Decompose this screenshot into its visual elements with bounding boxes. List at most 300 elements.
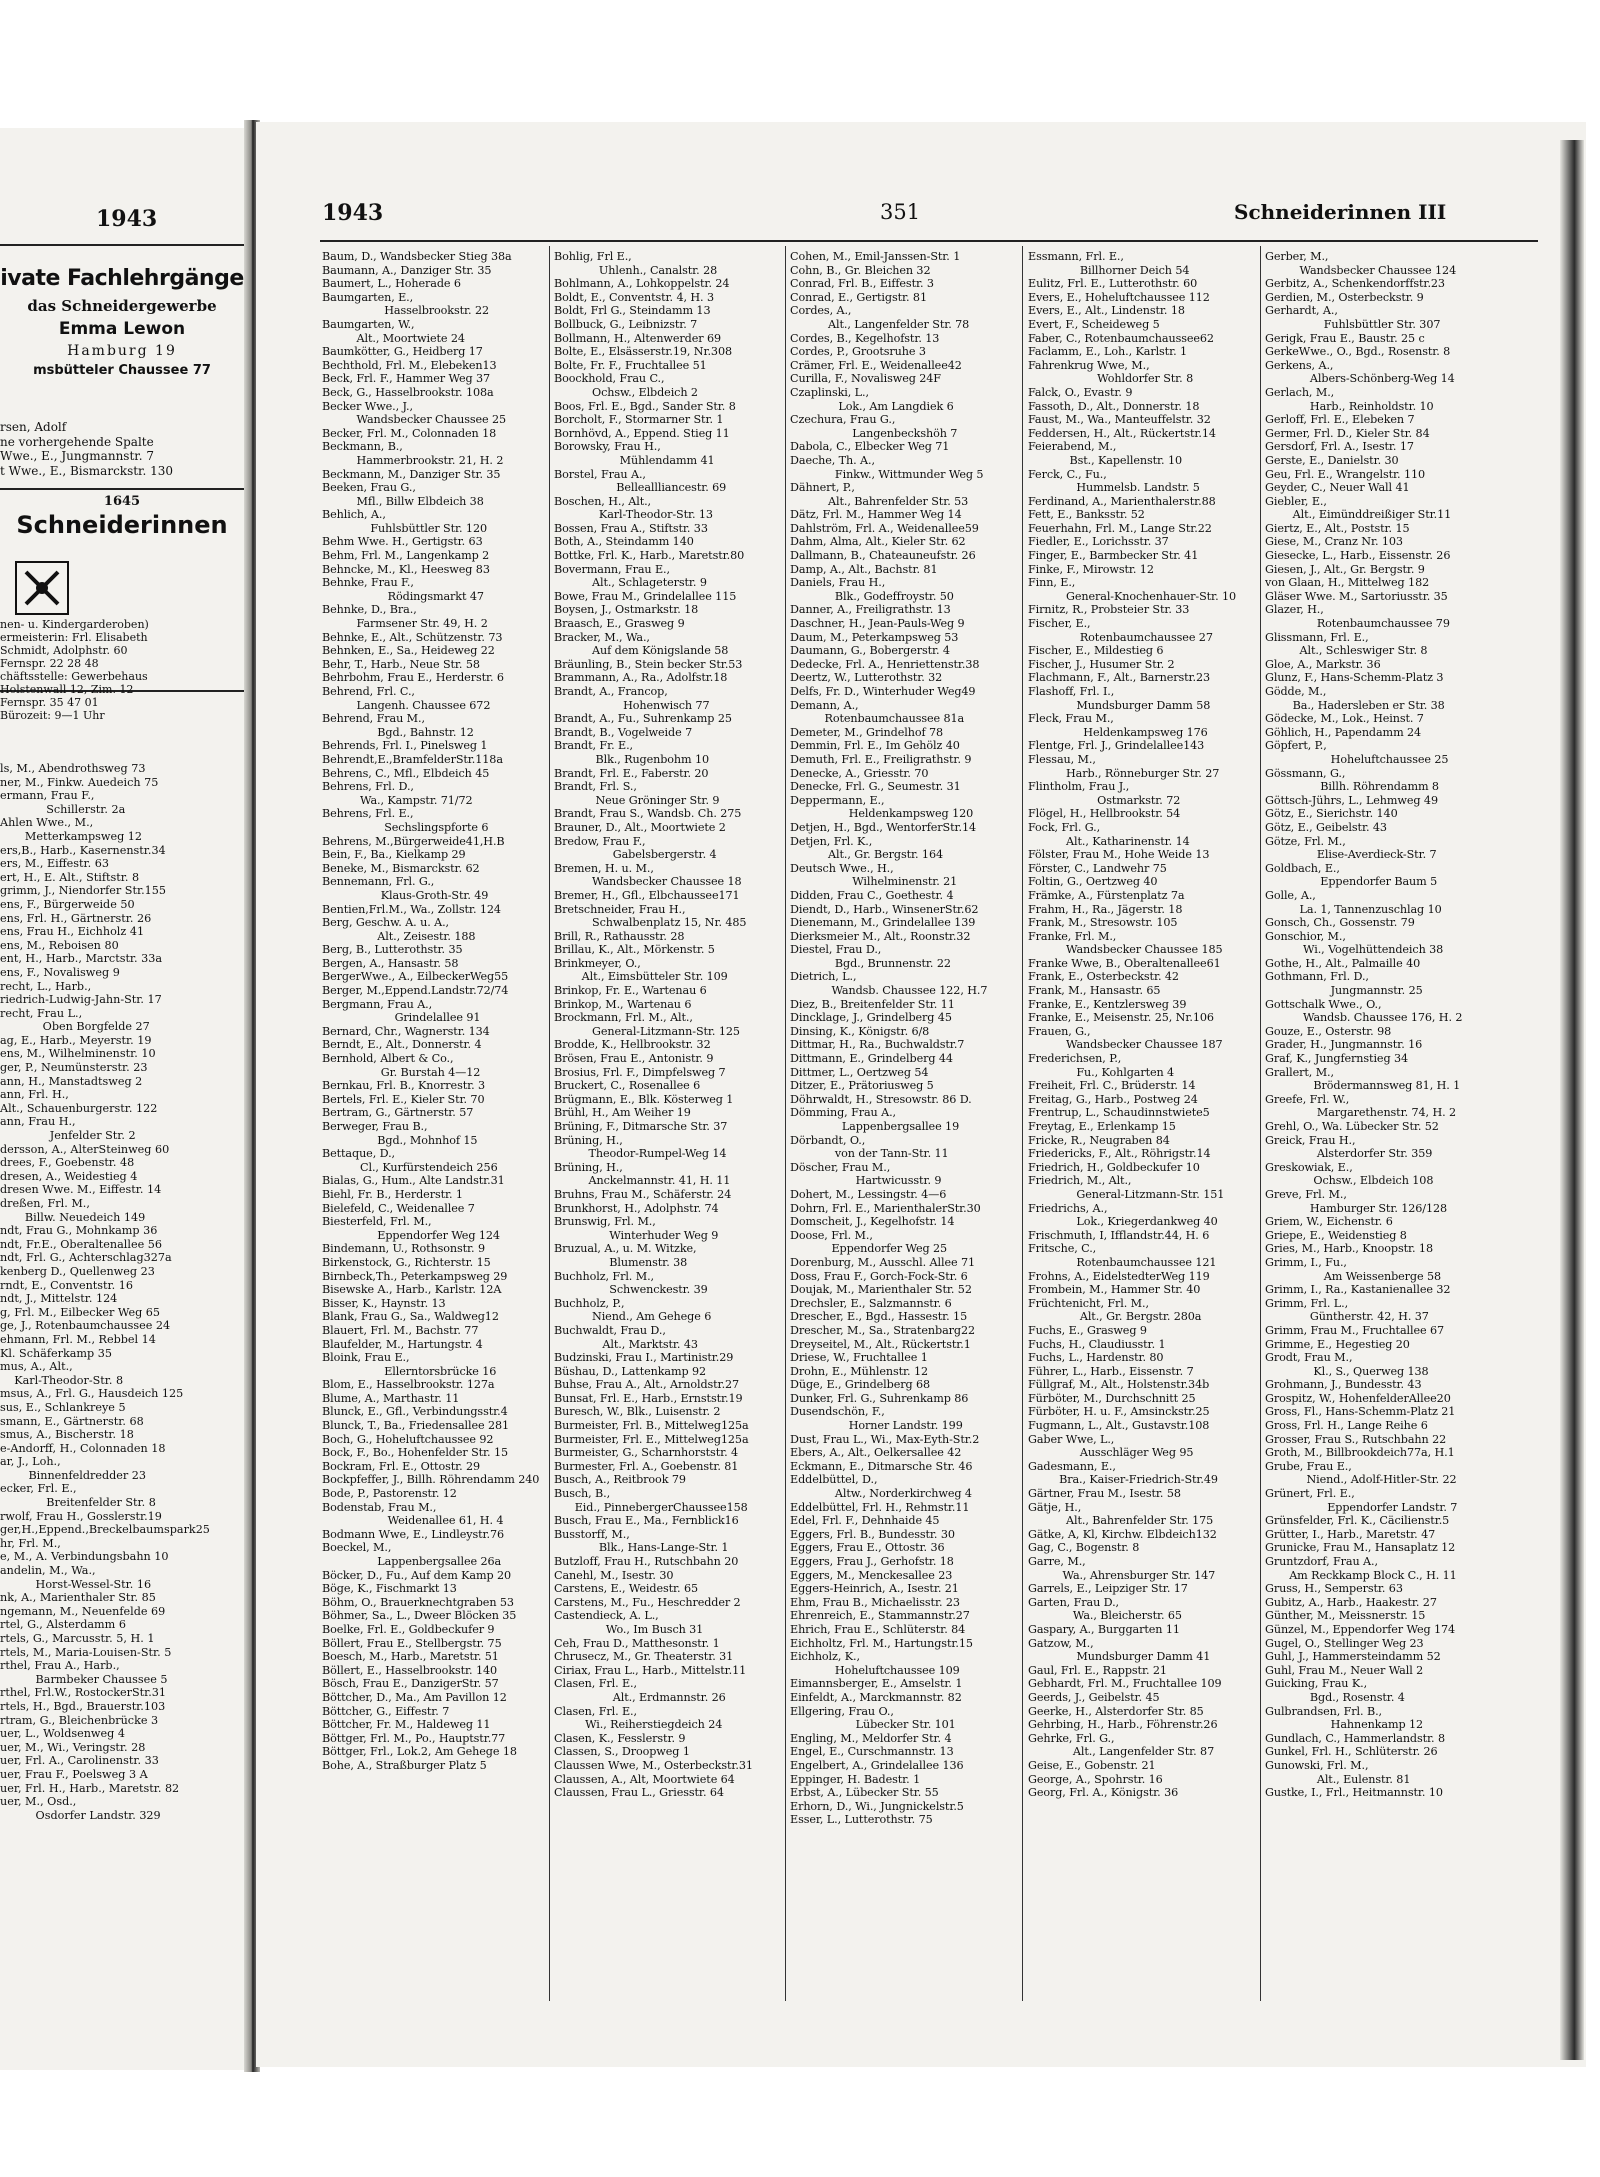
list-item: uer, Frl. H., Harb., Maretstr. 82 — [0, 1781, 180, 1795]
list-item: Gödde, M., — [1265, 685, 1327, 698]
list-item: Ferck, C., Fu., — [1028, 467, 1107, 481]
list-item: Alt., Katharinenstr. 14 — [1028, 834, 1190, 848]
list-item: g, Frl. M., Eilbecker Weg 65 — [0, 1305, 161, 1319]
list-item: Fürböter, H. u. F., Amsinckstr.25 — [1028, 1405, 1210, 1419]
list-item: Eggers, M., Menckesallee 23 — [790, 1568, 953, 1582]
list-item: Faust, M., Wa., Manteuffelstr. 32 — [1028, 413, 1211, 427]
list-item: Gloe, A., Markstr. 36 — [1265, 657, 1381, 671]
list-item: Gerlach, M., — [1265, 385, 1335, 399]
list-item: Billhorner Deich 54 — [1028, 263, 1190, 277]
list-item: Bowe, Frau M., Grindelallee 115 — [554, 589, 737, 603]
list-item: Fassoth, D., Alt., Donnerstr. 18 — [1028, 399, 1200, 413]
list-item: Greskowiak, E., — [1265, 1160, 1353, 1174]
list-item: Esser, L., Lutterothstr. 75 — [790, 1813, 933, 1827]
list-item: Gerhardt, A., — [1265, 304, 1338, 318]
list-item: uer, Frau F., Poelsweg 3 A — [0, 1767, 148, 1781]
list-item: Flentge, Frl. J., Grindelallee143 — [1028, 739, 1205, 753]
list-item: rtels, H., Bgd., Brauerstr.103 — [0, 1699, 166, 1713]
list-item: Eggers, Frau J., Gerhofstr. 18 — [790, 1555, 954, 1568]
ad-city: Hamburg 19 — [67, 343, 177, 359]
list-item: Clasen, K., Fesslerstr. 9 — [554, 1731, 686, 1745]
list-item: andelin, M., Wa., — [0, 1564, 96, 1578]
list-item: Borcholt, F., Stormarner Str. 1 — [554, 413, 724, 427]
list-item: Blume, A., Marthastr. 11 — [322, 1391, 460, 1405]
list-item: Gonschior, M., — [1265, 929, 1346, 943]
list-item: Bovermann, Frau E., — [554, 562, 670, 576]
list-item: Behlich, A., — [322, 508, 386, 522]
list-item: Schmidt, Adolphstr. 60 — [0, 644, 128, 657]
list-item: Gebhardt, Frl. M., Fruchtallee 109 — [1028, 1677, 1222, 1691]
list-item: smann, E., Gärtnerstr. 68 — [0, 1414, 144, 1428]
list-item: Brandt, B., Vogelweide 7 — [554, 725, 693, 739]
list-item: Baumert, L., Hoherade 6 — [322, 277, 461, 291]
list-item: Bgd., Brunnenstr. 22 — [790, 956, 951, 970]
list-item: Faclamm, E., Loh., Karlstr. 1 — [1028, 345, 1188, 359]
list-item: Gruntzdorf, Frau A., — [1265, 1555, 1378, 1568]
list-item: Eddelbüttel, Frl. H., Rehmstr.11 — [790, 1500, 970, 1514]
list-item: Schwalbenplatz 15, Nr. 485 — [554, 916, 747, 930]
list-item: Friedrich, H., Goldbeckufer 10 — [1028, 1160, 1200, 1174]
list-item: Dorenburg, M., Ausschl. Allee 71 — [790, 1255, 975, 1269]
list-item: Brühl, H., Am Weiher 19 — [554, 1106, 691, 1120]
list-item: Fernspr. 35 47 01 — [0, 696, 99, 709]
list-item: Dätz, Frl. M., Hammer Weg 14 — [790, 508, 962, 522]
list-item: Finke, F., Mirowstr. 12 — [1028, 562, 1154, 576]
list-item: uer, L., Woldsenweg 4 — [0, 1727, 125, 1741]
list-item: Boldt, Frl G., Steindamm 13 — [554, 304, 711, 318]
list-item: Biehl, Fr. B., Herderstr. 1 — [322, 1187, 463, 1201]
list-item: Eddelbüttel, D., — [790, 1473, 878, 1487]
list-item: Feddersen, H., Alt., Rückertstr.14 — [1028, 426, 1216, 440]
list-item: Gunkel, Frl. H., Schlüterstr. 26 — [1265, 1745, 1438, 1759]
list-item: Firnitz, R., Probsteier Str. 33 — [1028, 603, 1190, 617]
list-item: Denecke, Frl. G., Seumestr. 31 — [790, 780, 961, 794]
list-item: Mundsburger Damm 41 — [1028, 1650, 1211, 1664]
list-item: Grütter, I., Harb., Maretstr. 47 — [1265, 1527, 1436, 1541]
list-item: Buresch, W., Blk., Luisenstr. 2 — [554, 1405, 721, 1419]
ad-headline: ivate Fachlehrgänge — [0, 266, 244, 291]
list-item: sus, E., Schlankreye 5 — [0, 1400, 126, 1414]
list-item: Alt., Moortwiete 24 — [322, 331, 465, 345]
list-item: Grube, Frau E., — [1265, 1459, 1352, 1473]
list-item: Wohldorfer Str. 8 — [1028, 372, 1194, 386]
list-item: Flintholm, Frau J., — [1028, 780, 1130, 794]
list-item: recht, Frau L., — [0, 1006, 83, 1020]
list-item: Foltin, G., Oertzweg 40 — [1028, 875, 1158, 889]
list-item: Böllert, Frau E., Stellbergstr. 75 — [322, 1636, 502, 1650]
page-year: 1943 — [322, 200, 384, 226]
list-item: Drescher, M., Sa., Stratenbarg22 — [790, 1323, 976, 1337]
list-item: Evers, E., Alt., Lindenstr. 18 — [1028, 304, 1185, 318]
list-item: ens, M., Wilhelminenstr. 10 — [0, 1047, 156, 1061]
list-item: Freytag, E., Erlenkamp 15 — [1028, 1120, 1176, 1133]
list-item: Germer, Frl. D., Kieler Str. 84 — [1265, 426, 1430, 440]
left-page — [0, 128, 252, 2070]
list-item: Brinkop, M., Wartenau 6 — [554, 997, 692, 1011]
list-item: Bielefeld, C., Weidenallee 7 — [322, 1201, 475, 1215]
list-item: Hohenwisch 77 — [554, 698, 710, 712]
list-item: Franke, E., Kentzlersweg 39 — [1028, 997, 1187, 1011]
list-item: Alt., Gr. Bergstr. 280a — [1028, 1310, 1202, 1324]
list-item: Borowsky, Frau H., — [554, 440, 661, 454]
list-item: Ausschläger Weg 95 — [1028, 1446, 1194, 1460]
list-item: Alt., Zeisestr. 188 — [322, 929, 476, 943]
list-item: ls, M., Abendrothsweg 73 — [0, 762, 146, 775]
list-item: General-Litzmann-Str. 151 — [1028, 1187, 1225, 1201]
list-item: Hammerbrookstr. 21, H. 2 — [322, 453, 504, 467]
list-item: Faber, C., Rotenbaumchaussee62 — [1028, 331, 1214, 345]
list-item: Brammann, A., Ra., Adolfstr.18 — [554, 671, 728, 685]
list-item: Gundlach, C., Hammerlandstr. 8 — [1265, 1731, 1445, 1745]
list-item: Dincklage, J., Grindelberg 45 — [790, 1011, 952, 1025]
list-item: Graf, K., Jungfernstieg 34 — [1265, 1052, 1408, 1066]
left-entry-column — [0, 762, 244, 1822]
list-item: Grohmann, J., Bundesstr. 43 — [1265, 1378, 1422, 1392]
list-item: Gr. Burstah 4—12 — [322, 1065, 481, 1079]
list-item: Alt., Eimsbütteler Str. 109 — [554, 970, 728, 984]
list-item: Engelbert, A., Grindelallee 136 — [790, 1758, 964, 1772]
list-item: Albers-Schönberg-Weg 14 — [1265, 372, 1455, 386]
list-item: Cordes, P., Grootsruhe 3 — [790, 345, 926, 359]
list-item: Brandt, A., Francop, — [554, 685, 668, 698]
list-item: Blunck, T., Ba., Friedensallee 281 — [322, 1419, 510, 1433]
page-number: 351 — [880, 200, 921, 224]
list-item: Ahlen Wwe., M., — [0, 816, 94, 830]
list-item: Czechura, Frau G., — [790, 413, 896, 427]
column-divider — [785, 246, 786, 2001]
list-item: Daschner, H., Jean-Pauls-Weg 9 — [790, 617, 965, 631]
list-item: Brüning, H., — [554, 1133, 623, 1147]
list-item: Buchholz, P., — [554, 1296, 625, 1310]
list-item: Glazer, H., — [1265, 603, 1324, 617]
list-item: Fischer, E., Mildestieg 6 — [1028, 644, 1164, 658]
list-item: Wandsb. Chaussee 176, H. 2 — [1265, 1011, 1463, 1025]
list-item: Dierksmeier M., Alt., Roonstr.32 — [790, 929, 971, 943]
list-item: Harb., Reinholdstr. 10 — [1265, 399, 1434, 413]
list-item: Daniels, Frau H., — [790, 576, 886, 590]
list-item: Böttger, Frl., Lok.2, Am Gehege 18 — [322, 1745, 517, 1759]
list-item: Deppermann, E., — [790, 793, 885, 807]
list-item: Horst-Wessel-Str. 16 — [0, 1577, 152, 1591]
list-item: Eckmann, E., Ditmarsche Str. 46 — [790, 1459, 973, 1473]
directory-column-2 — [554, 250, 780, 1800]
list-item: Dabola, C., Elbecker Weg 71 — [790, 440, 950, 454]
list-item: Götz, E., Sierichstr. 140 — [1265, 807, 1398, 821]
page-section-title: Schneiderinnen III — [1234, 200, 1447, 224]
list-item: Bohlmann, A., Lohkoppelstr. 24 — [554, 277, 730, 291]
list-item: Götz, E., Geibelstr. 43 — [1265, 820, 1387, 834]
list-item: Alt., Langenfelder Str. 78 — [790, 317, 970, 331]
list-item: Franke, E., Meisenstr. 25, Nr.106 — [1028, 1011, 1214, 1025]
list-item: Griem, W., Eichenstr. 6 — [1265, 1215, 1393, 1229]
list-item: Langenbeckshöh 7 — [790, 426, 958, 440]
list-item: dreßen, Frl. M., — [0, 1197, 90, 1210]
list-item: Finger, E., Barmbecker Str. 41 — [1028, 549, 1199, 563]
list-item: Giesecke, L., Harb., Eissenstr. 26 — [1265, 549, 1451, 563]
list-item: ens, F., Novalisweg 9 — [0, 965, 120, 979]
list-item: Bode, P., Pastorenstr. 12 — [322, 1487, 457, 1501]
list-item: Clasen, Frl. E., — [554, 1677, 637, 1691]
list-item: Mundsburger Damm 58 — [1028, 698, 1211, 712]
list-item: Bein, F., Ba., Kielkamp 29 — [322, 848, 466, 862]
list-item: rtels, M., Maria-Louisen-Str. 5 — [0, 1645, 172, 1659]
list-item: ehmann, Frl. M., Rebbel 14 — [0, 1332, 156, 1346]
list-item: Bremen, H. u. M., — [554, 861, 654, 875]
list-item: Fleck, Frau M., — [1028, 712, 1114, 726]
list-item: Essmann, Frl. E., — [1028, 250, 1124, 263]
list-item: Bredow, Frau F., — [554, 834, 646, 848]
list-item: Göhlich, H., Papendamm 24 — [1265, 725, 1422, 739]
list-item: Bergmann, Frau A., — [322, 997, 433, 1011]
list-item: rtram, G., Bleichenbrücke 3 — [0, 1713, 159, 1727]
list-item: Brüning, F., Ditmarsche Str. 37 — [554, 1120, 728, 1133]
list-item: Elise-Averdieck-Str. 7 — [1265, 848, 1437, 862]
list-item: Bentien,Frl.M., Wa., Zollstr. 124 — [322, 902, 501, 916]
list-item: Böttcher, D., Ma., Am Pavillon 12 — [322, 1690, 507, 1704]
ad-street: msbütteler Chaussee 77 — [33, 363, 211, 378]
list-item: Franke, Frl. M., — [1028, 929, 1117, 943]
list-item: Breitenfelder Str. 8 — [0, 1496, 156, 1510]
list-item: Wo., Im Busch 31 — [554, 1622, 704, 1636]
list-item: Altw., Norderkirchweg 4 — [790, 1487, 972, 1501]
list-item: Bgd., Bahnstr. 12 — [322, 725, 474, 739]
list-item: Gothmann, Frl. D., — [1265, 970, 1369, 984]
list-item: Hoheluftchaussee 109 — [790, 1663, 960, 1677]
list-item: ann, H., Manstadtsweg 2 — [0, 1074, 143, 1088]
list-item: Frank, M., Hansastr. 65 — [1028, 984, 1161, 998]
list-item: Gerdien, M., Osterbeckstr. 9 — [1265, 290, 1424, 304]
list-item: Engel, E., Curschmannstr. 13 — [790, 1745, 954, 1759]
list-item: Cohn, B., Gr. Bleichen 32 — [790, 263, 931, 277]
list-item: Wandsbecker Chaussee 18 — [554, 875, 742, 889]
list-item: Früchtenicht, Frl. M., — [1028, 1296, 1149, 1310]
list-item: Daeche, Th. A., — [790, 453, 875, 467]
list-item: Niend., Am Gehege 6 — [554, 1310, 712, 1324]
list-item: Gag, C., Bogenstr. 8 — [1028, 1541, 1140, 1555]
list-item: Bock, F., Bo., Hohenfelder Str. 15 — [322, 1446, 509, 1460]
list-item: Gerbitz, A., Schenkendorffstr.23 — [1265, 277, 1445, 291]
list-item: Doujak, M., Marienthaler Str. 52 — [790, 1283, 972, 1297]
list-item: Behrens, Frl. E., — [322, 807, 414, 821]
list-item: Bollmann, H., Altenwerder 69 — [554, 331, 721, 345]
list-item: Busch, Frau E., Ma., Fernblick16 — [554, 1514, 739, 1528]
list-item: Gersdorf, Frl. A., Isestr. 17 — [1265, 440, 1414, 454]
list-item: ann, Frl. H., — [0, 1088, 69, 1102]
list-item: Fahrenkrug Wwe, M., — [1028, 358, 1150, 372]
list-item: Eulitz, Frl. E., Lutterothstr. 60 — [1028, 277, 1198, 291]
list-item: Budzinski, Frau I., Martinistr.29 — [554, 1351, 734, 1365]
list-item: rsen, Adolf — [0, 420, 67, 434]
list-item: Driese, W., Fruchtallee 1 — [790, 1351, 928, 1365]
column-divider — [549, 246, 550, 2001]
list-item: Karl-Theodor-Str. 8 — [0, 1373, 124, 1387]
list-item: Gaul, Frl. E., Rappstr. 21 — [1028, 1663, 1167, 1677]
list-item: mus, A., Alt., — [0, 1360, 73, 1374]
list-item: Rotenbaumchaussee 27 — [1028, 630, 1213, 644]
list-item: Wandsbecker Chaussee 25 — [322, 413, 507, 427]
column-divider — [1260, 246, 1261, 2001]
list-item: ar, J., Loh., — [0, 1455, 61, 1469]
list-item: Alt., Schlageterstr. 9 — [554, 576, 707, 590]
list-item: Chrusecz, M., Gr. Theaterstr. 31 — [554, 1650, 734, 1664]
list-item: Gödecke, M., Lok., Heinst. 7 — [1265, 712, 1424, 726]
list-item: Brockmann, Frl. M., Alt., — [554, 1011, 693, 1025]
list-item: Farmsener Str. 49, H. 2 — [322, 617, 488, 631]
list-item: Dusendschön, F., — [790, 1405, 885, 1419]
list-item: Bohlig, Frl E., — [554, 250, 632, 263]
list-item: Buhse, Frau A., Alt., Arnoldstr.27 — [554, 1378, 740, 1392]
list-item: Butzloff, Frau H., Rutschbahn 20 — [554, 1555, 739, 1568]
list-item: Wandsbecker Chaussee 187 — [1028, 1038, 1223, 1052]
list-item: Karl-Theodor-Str. 13 — [554, 508, 713, 522]
list-item: Weidenallee 61, H. 4 — [322, 1514, 504, 1528]
list-item: Heldenkampsweg 176 — [1028, 725, 1208, 739]
list-item: rtels, G., Marcusstr. 5, H. 1 — [0, 1632, 155, 1645]
list-item: Behm, Frl. M., Langenkamp 2 — [322, 549, 490, 563]
list-item: Curilla, F., Novalisweg 24F — [790, 372, 941, 386]
list-item: Behrend, Frl. C., — [322, 685, 415, 698]
list-item: uer, Frl. A., Carolinenstr. 33 — [0, 1754, 159, 1768]
list-item: Ellgering, Frau O., — [790, 1704, 894, 1718]
list-item: Blaufelder, M., Hartungstr. 4 — [322, 1337, 483, 1351]
list-item: Ferdinand, A., Marienthalerstr.88 — [1028, 494, 1216, 508]
list-item: Rödingsmarkt 47 — [322, 589, 484, 603]
list-item: Gulbrandsen, Frl. B., — [1265, 1704, 1382, 1718]
list-item: Hartwicusstr. 9 — [790, 1174, 942, 1188]
list-item: Fett, E., Banksstr. 52 — [1028, 508, 1145, 522]
list-item: Golle, A., — [1265, 888, 1316, 902]
list-item: Freitag, G., Harb., Postweg 24 — [1028, 1092, 1198, 1106]
list-item: Buchwaldt, Frau D., — [554, 1323, 666, 1337]
list-item: Rotenbaumchaussee 79 — [1265, 617, 1450, 631]
list-item: Berger, M.,Eppend.Landstr.72/74 — [322, 984, 509, 998]
list-item: ndt, Frau G., Mohnkamp 36 — [0, 1224, 158, 1238]
list-item: Alsterdorfer Str. 359 — [1265, 1147, 1433, 1161]
list-item: ecker, Frl. E., — [0, 1482, 77, 1496]
list-item: Dömming, Frau A., — [790, 1106, 897, 1120]
list-item: Auf dem Königslande 58 — [554, 644, 729, 658]
list-item: Güntherstr. 42, H. 37 — [1265, 1310, 1429, 1324]
list-item: Blk., Hans-Lange-Str. 1 — [554, 1541, 729, 1555]
list-item: Böttger, Frl. M., Po., Hauptstr.77 — [322, 1731, 506, 1745]
list-item: ens, Frl. H., Gärtnerstr. 26 — [0, 911, 152, 925]
list-item: Gerloff, Frl. E., Elebeken 7 — [1265, 413, 1415, 427]
list-item: rthel, Frau A., Harb., — [0, 1659, 120, 1673]
list-item: Günzel, M., Eppendorfer Weg 174 — [1265, 1622, 1456, 1636]
list-item: Guhl, J., Hammersteindamm 52 — [1265, 1650, 1441, 1664]
directory-column-5 — [1265, 250, 1541, 1800]
list-item: grimm, J., Niendorfer Str.155 — [0, 884, 166, 898]
list-item: Wi., Vogelhüttendeich 38 — [1265, 943, 1444, 957]
list-item: Blk., Rugenbohm 10 — [554, 752, 710, 766]
list-item: Alt., Bahrenfelder Str. 175 — [1028, 1514, 1214, 1528]
list-item: Böttcher, G., Eiffestr. 7 — [322, 1704, 450, 1718]
list-item: Dohrn, Frl. E., MarienthalerStr.30 — [790, 1201, 981, 1215]
list-item: Fischer, E., — [1028, 617, 1091, 631]
list-item: Brunswig, Frl. M., — [554, 1215, 656, 1229]
list-item: Franke Wwe, B., Oberaltenallee61 — [1028, 956, 1221, 970]
list-item: Bösch, Frau E., DanzigerStr. 57 — [322, 1677, 499, 1691]
list-item: Hasselbrookstr. 22 — [322, 304, 489, 318]
list-item: Castendieck, A. L., — [554, 1609, 659, 1623]
list-item: Eggers-Heinrich, A., Isestr. 21 — [790, 1582, 959, 1596]
list-item: Gatzow, M., — [1028, 1636, 1094, 1650]
list-item: Baumann, A., Danziger Str. 35 — [322, 263, 492, 277]
list-item: Domscheit, J., Kegelhofstr. 14 — [790, 1215, 955, 1229]
list-item: ndt, Frl. G., Achterschlag327a — [0, 1251, 172, 1265]
list-item: Eid., PinnebergerChaussee158 — [554, 1500, 748, 1514]
list-item: Klaus-Groth-Str. 49 — [322, 888, 489, 902]
list-item: Dietrich, L., — [790, 970, 857, 984]
list-item: Gaber Wwe, L., — [1028, 1432, 1115, 1446]
list-item: Dörbandt, O., — [790, 1133, 866, 1147]
list-item: Giebler, E., — [1265, 494, 1327, 508]
list-item: ert, H., E. Alt., Stiftstr. 8 — [0, 870, 140, 884]
list-item: Behnke, Frau F., — [322, 576, 414, 590]
list-item: Berg, Geschw. A. u. A., — [322, 916, 449, 930]
list-item: nen- u. Kindergarderoben) — [0, 618, 149, 631]
list-item: Diestel, Frau D., — [790, 943, 882, 957]
list-item: Burmeister, Frl. B., Mittelweg125a — [554, 1419, 749, 1433]
list-item: Fu., Kohlgarten 4 — [1028, 1065, 1175, 1079]
list-item: Dunker, Frl. G., Suhrenkamp 86 — [790, 1391, 969, 1405]
list-item: Lappenbergsallee 19 — [790, 1120, 960, 1133]
list-item: Beckmann, M., Danziger Str. 35 — [322, 467, 501, 481]
list-item: Gunowski, Frl. M., — [1265, 1758, 1369, 1772]
list-item: La. 1, Tannenzuschlag 10 — [1265, 902, 1442, 916]
list-item: Birkenstock, G., Richterstr. 15 — [322, 1255, 491, 1269]
list-item: Bisewske A., Harb., Karlstr. 12A — [322, 1283, 502, 1297]
list-item: Gottschalk Wwe., O., — [1265, 997, 1382, 1011]
list-item: dresen, A., Weidestieg 4 — [0, 1169, 138, 1183]
list-item: Ochsw., Elbdeich 2 — [554, 385, 698, 399]
list-item: Günther, M., Meissnerstr. 15 — [1265, 1609, 1426, 1623]
list-item: Ebers, A., Alt., Oelkersallee 42 — [790, 1446, 962, 1460]
list-item: Bennemann, Frl. G., — [322, 875, 435, 889]
list-item: ens, Frau H., Eichholz 41 — [0, 925, 145, 939]
list-item: Frank, M., Stresowstr. 105 — [1028, 916, 1178, 930]
list-item: Ehrich, Frau E., Schlüterstr. 84 — [790, 1622, 966, 1636]
list-item: Behrend, Frau M., — [322, 712, 425, 726]
list-item: Bockpfeffer, J., Billh. Röhrendamm 240 — [322, 1473, 540, 1487]
list-item: drees, F., Goebenstr. 48 — [0, 1156, 135, 1170]
list-item: Gerigk, Frau E., Baustr. 25 c — [1265, 331, 1425, 345]
list-item: Greefe, Frl. W., — [1265, 1092, 1350, 1106]
list-item: Brinkop, Fr. E., Wartenau 6 — [554, 984, 707, 998]
list-item: Busch, B., — [554, 1487, 611, 1501]
list-item: Fricke, R., Neugraben 84 — [1028, 1133, 1170, 1147]
list-item: Brosius, Frl. F., Dimpfelsweg 7 — [554, 1065, 726, 1079]
list-item: Braasch, E., Grasweg 9 — [554, 617, 685, 631]
list-item: t Wwe., E., Bismarckstr. 130 — [0, 463, 173, 478]
list-item: Beck, Frl. F., Hammer Weg 37 — [322, 372, 491, 386]
list-item: Bruhns, Frau M., Schäferstr. 24 — [554, 1187, 732, 1201]
list-item: Brinkmeyer, O., — [554, 956, 641, 970]
list-item: Gadesmann, E., — [1028, 1459, 1116, 1473]
list-item: Evers, E., Hoheluftchaussee 112 — [1028, 290, 1210, 304]
list-item: Brodde, K., Hellbrookstr. 32 — [554, 1038, 711, 1052]
list-item: Baumkötter, G., Heidberg 17 — [322, 345, 483, 359]
list-item: Grindelallee 91 — [322, 1011, 481, 1025]
list-item: Behrbohm, Frau E., Herderstr. 6 — [322, 671, 504, 685]
list-item: Ehrenreich, E., Stammannstr.27 — [790, 1609, 970, 1623]
list-item: Doose, Frl. M., — [790, 1228, 873, 1242]
list-item: Fritsche, C., — [1028, 1242, 1097, 1256]
list-item: Winterhuder Weg 9 — [554, 1228, 719, 1242]
list-item: Mfl., Billw Elbdeich 38 — [322, 494, 484, 508]
list-item: Boschen, H., Alt., — [554, 494, 651, 508]
list-item: Friedrich, M., Alt., — [1028, 1174, 1132, 1188]
